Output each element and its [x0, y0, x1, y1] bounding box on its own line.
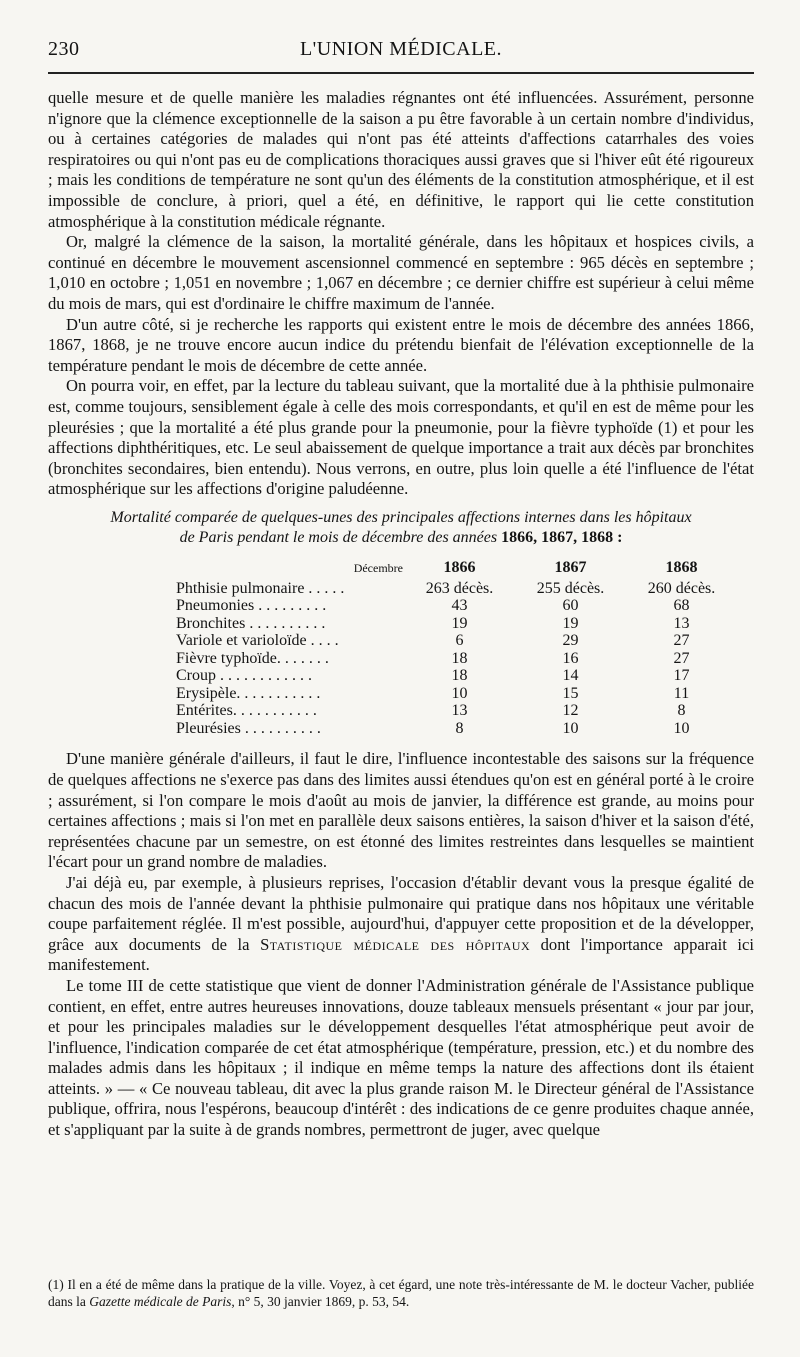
death-count: 12	[562, 702, 579, 720]
year-header: 1866	[443, 558, 476, 576]
disease-label: Phthisie pulmonaire . . . . .	[176, 579, 345, 597]
death-count: 68	[673, 597, 690, 615]
table-caption	[48, 508, 754, 548]
table-header-row	[168, 556, 737, 580]
death-count: 60	[562, 597, 579, 615]
disease-label: Pleurésies . . . . . . . . . .	[176, 719, 321, 737]
disease-label: Croup . . . . . . . . . . . .	[176, 667, 312, 685]
disease-label: Fièvre typhoïde. . . . . . .	[176, 649, 329, 667]
death-count: 18	[451, 667, 468, 685]
table-row	[168, 685, 737, 703]
death-count: 263 décès.	[425, 579, 494, 597]
paragraph-phthisis	[48, 873, 754, 976]
death-count: 27	[673, 632, 690, 650]
disease-label: Bronchites . . . . . . . . . .	[176, 614, 326, 632]
death-count: 19	[562, 614, 579, 632]
death-count: 43	[451, 597, 468, 615]
table-row	[168, 580, 737, 598]
table-row	[168, 632, 737, 650]
statistique-title: Statistique médicale des hôpitaux	[260, 934, 531, 954]
year-header: 1868	[665, 558, 698, 576]
table-caption-years: 1866, 1867, 1868 :	[501, 528, 623, 546]
death-count: 11	[673, 684, 690, 702]
disease-label: Variole et varioloïde . . . .	[176, 632, 339, 650]
table-row	[168, 597, 737, 615]
running-header	[48, 38, 754, 74]
death-count: 15	[562, 684, 579, 702]
table-row	[168, 650, 737, 668]
footnote-before: (1) Il en a été de même dans la pratique de la ville. Voyez, à cet égard, une note très-intéressante de M. le docteur Vacher, publiée dans la	[48, 1277, 754, 1309]
page-number: 230	[48, 38, 80, 60]
death-count: 260 décès.	[647, 579, 716, 597]
p5-after: dont l'importance apparait ici manifestement.	[48, 934, 754, 975]
footnote	[48, 1276, 754, 1310]
paragraph-seasons: D'une manière générale d'ailleurs, il faut le dire, l'influence incontestable des saisons sur la fréquence de quelques affections ne s'exerce pas dans des limites aussi étendues qu'on est en général porté à le croire ; assurément, si l'on compare le mois d'août au mois de janvier, la différence est grande, au moins pour certaines affections ; mais si l'on met en parallèle deux saisons entières, la saison d'hiver et la saison d'été, représentées chacune par un semestre, on est étonné des limites restreintes dans lesquelles se maintient l'écart pour un grand nombre de maladies.	[48, 749, 754, 872]
death-count: 10	[673, 719, 690, 737]
death-count: 6	[455, 632, 464, 650]
table-row	[168, 667, 737, 685]
table-row	[168, 720, 737, 738]
death-count: 10	[451, 684, 468, 702]
footnote-after: , n° 5, 30 janvier 1869, p. 53, 54.	[231, 1294, 410, 1309]
disease-label: Pneumonies . . . . . . . . .	[176, 597, 327, 615]
paragraph-mortality: Or, malgré la clémence de la saison, la mortalité générale, dans les hôpitaux et hospices civils, a continué en décembre le mouvement ascensionnel commencé en septembre : 965 décès en septembre ; 1,010 en octobre ; 1,051 en novembre ; 1,067 en décembre ; ce dernier chiffre est supérieur à celui même du mois de mars, qui est d'ordinaire le chiffre maximum de l'année.	[48, 232, 754, 313]
disease-label: Entérites. . . . . . . . . . .	[176, 702, 317, 720]
death-count: 10	[562, 719, 579, 737]
death-count: 255 décès.	[536, 579, 605, 597]
death-count: 13	[673, 614, 690, 632]
paragraph-table-intro: On pourra voir, en effet, par la lecture du tableau suivant, que la mortalité due à la phthisie pulmonaire est, comme toujours, sensiblement égale à celle des mois correspondants, et qu'il en est de même pour les pleurésies ; que la mortalité a été plus grande pour la pneumonie, pour la fièvre typhoïde (1) et pour les affections diphthéritiques, etc. Le seul abaissement de quelque importance a trait aux décès par bronchites (bronchites secondaires, bien entendu). Nous verrons, en outre, plus loin quelle a été l'influence de l'état atmosphérique sur les affections d'origine paludéenne.	[48, 376, 754, 499]
mortality-table	[168, 556, 737, 738]
journal-title: L'UNION MÉDICALE.	[299, 38, 503, 60]
death-count: 8	[677, 702, 686, 720]
year-header: 1867	[554, 558, 587, 576]
death-count: 18	[451, 649, 468, 667]
death-count: 14	[562, 667, 579, 685]
table-row	[168, 702, 737, 720]
table-caption-line-1: Mortalité comparée de quelques-unes des principales affections internes dans les hôpitaux	[110, 508, 692, 526]
death-count: 17	[673, 667, 690, 685]
death-count: 19	[451, 614, 468, 632]
death-count: 27	[673, 649, 690, 667]
death-count: 13	[451, 702, 468, 720]
death-count: 16	[562, 649, 579, 667]
table-body	[168, 580, 737, 738]
disease-label: Erysipèle. . . . . . . . . . .	[176, 684, 321, 702]
table-caption-line-2	[48, 528, 754, 548]
page	[48, 38, 754, 1141]
paragraph-tome-iii: Le tome III de cette statistique que vient de donner l'Administration générale de l'Assistance publique contient, en effet, entre autres heureuses innovations, douze tableaux mensuels présentant « jour par jour, et pour les principales maladies sur le développement desquelles l'état atmosphérique peut avoir de l'influence, l'indication comparée de cet état atmosphérique (température, pression, etc.) et du nombre des malades admis dans les hôpitaux ; il indique en même temps la nature des affections dont ils étaient atteints. » — « Ce nouveau tableau, dit avec la plus grande raison M. le Directeur général de l'Assistance publique, offrira, nous l'espérons, beaucoup d'intérêt : des indications de ce genre produites chaque année, et s'appliquant par la suite à de grands nombres, permettront de juger, avec quelque	[48, 975, 754, 1140]
table-caption-prefix: de Paris pendant le mois de décembre des années	[179, 528, 502, 546]
month-label: Décembre	[353, 560, 403, 575]
death-count: 29	[562, 632, 579, 650]
table-row	[168, 615, 737, 633]
p5-before: J'ai déjà eu, par exemple, à plusieurs reprises, l'occasion d'établir devant vous la presque égalité de chacun des mois de l'année devant la phthisie pulmonaire qui pratique dans nos hôpitaux une véritable coupe parfaitement réglée. Il m'est possible, aujourd'hui, d'appuyer cette proposition et de la développer, grâce aux documents de la	[48, 872, 754, 954]
paragraph-continuation: quelle mesure et de quelle manière les maladies régnantes ont été influencées. Assurément, personne n'ignore que la clémence exceptionnelle de la saison a pu être favorable à un certain nombre d'individus, ou à certaines catégories de malades qui n'ont pas été atteints d'affections catarrhales des voies respiratoires ou qui n'ont pas eu de complications thoraciques aussi graves que si l'hiver eût été rigoureux ; mais les conditions de température ne sont qu'un des éléments de la constitution atmosphérique, et il est impossible de conclure, à priori, quel a été, en définitive, le rapport qui lie cette constitution atmosphérique à la constitution médicale régnante.	[48, 88, 754, 231]
paragraph-december-years: D'un autre côté, si je recherche les rapports qui existent entre le mois de décembre des années 1866, 1867, 1868, je ne trouve encore aucun indice du prétendu bienfait de l'élévation exceptionnelle de la température pendant le mois de décembre de cette année.	[48, 314, 754, 375]
footnote-journal: Gazette médicale de Paris	[89, 1294, 232, 1309]
death-count: 8	[455, 719, 464, 737]
